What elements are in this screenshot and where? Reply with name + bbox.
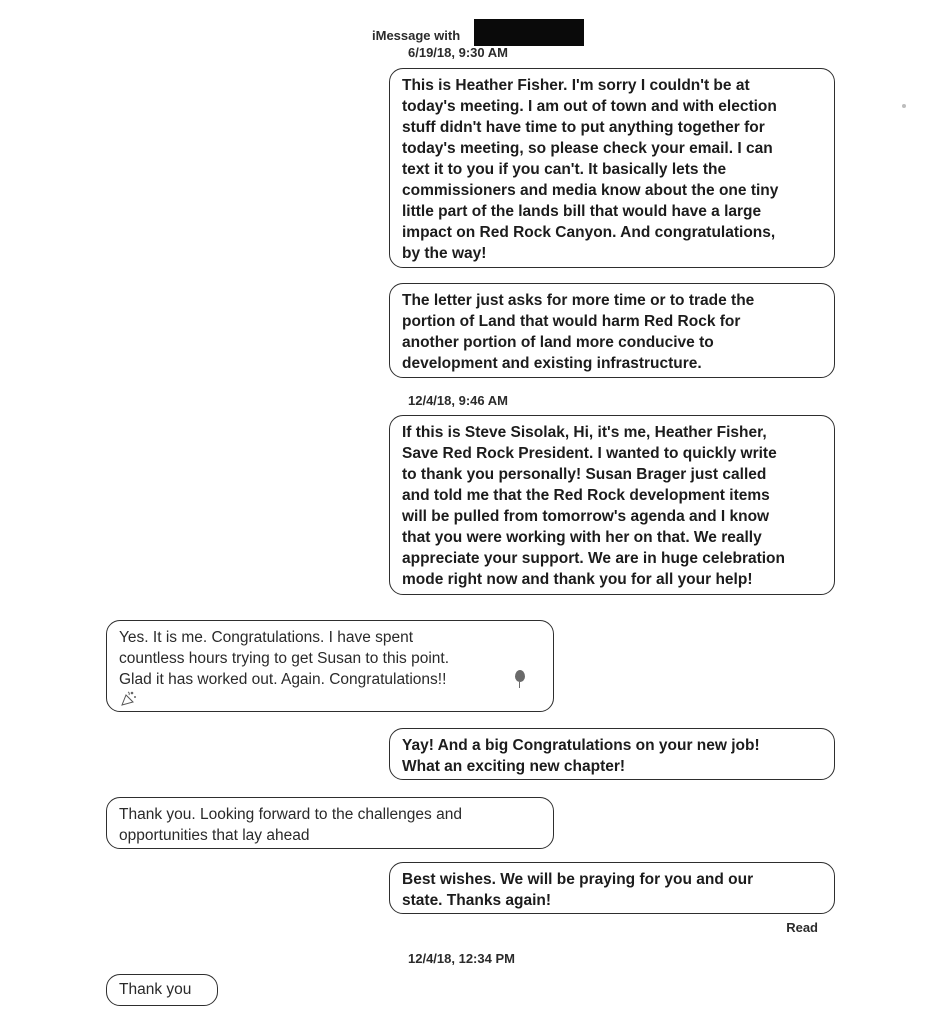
- incoming-message: Thank you. Looking forward to the challenges and opportunities that lay ahead: [106, 797, 554, 849]
- outgoing-message: Best wishes. We will be praying for you and our state. Thanks again!: [389, 862, 835, 914]
- outgoing-message: If this is Steve Sisolak, Hi, it's me, Heather Fisher, Save Red Rock President. I wanted to quickly write to thank you personally! Susan Brager just called and told me that the Red Rock development items will be pulled from tomorrow's agenda and I know that you were working with her on that. We really appreciate your support. We are in huge celebration mode right now and thank you for all your help!: [389, 415, 835, 595]
- timestamp: 6/19/18, 9:30 AM: [408, 45, 508, 60]
- incoming-message: Thank you: [106, 974, 218, 1006]
- outgoing-message: The letter just asks for more time or to trade the portion of Land that would harm Red Rock for another portion of land more conducive to development and existing infrastructure.: [389, 283, 835, 378]
- outgoing-message: Yay! And a big Congratulations on your new job! What an exciting new chapter!: [389, 728, 835, 780]
- redacted-contact-name: [474, 19, 584, 46]
- conversation-header: [372, 28, 460, 43]
- read-receipt: Read: [786, 920, 818, 935]
- incoming-message: Yes. It is me. Congratulations. I have spent countless hours trying to get Susan to this point. Glad it has worked out. Again. Congratulations!!: [106, 620, 554, 712]
- scan-speck: [902, 104, 906, 108]
- outgoing-message: This is Heather Fisher. I'm sorry I couldn't be at today's meeting. I am out of town and with election stuff didn't have time to put anything together for today's meeting, so please check your email. I can text it to you if you can't. It basically lets the commissioners and media know about the one tiny little part of the lands bill that would have a large impact on Red Rock Canyon. And congratulations, by the way!: [389, 68, 835, 268]
- conversation-header-label: iMessage with: [372, 28, 461, 43]
- timestamp: 12/4/18, 9:46 AM: [408, 393, 508, 408]
- balloon-icon: [515, 670, 525, 682]
- party-popper-icon: [120, 690, 138, 706]
- timestamp: 12/4/18, 12:34 PM: [408, 951, 515, 966]
